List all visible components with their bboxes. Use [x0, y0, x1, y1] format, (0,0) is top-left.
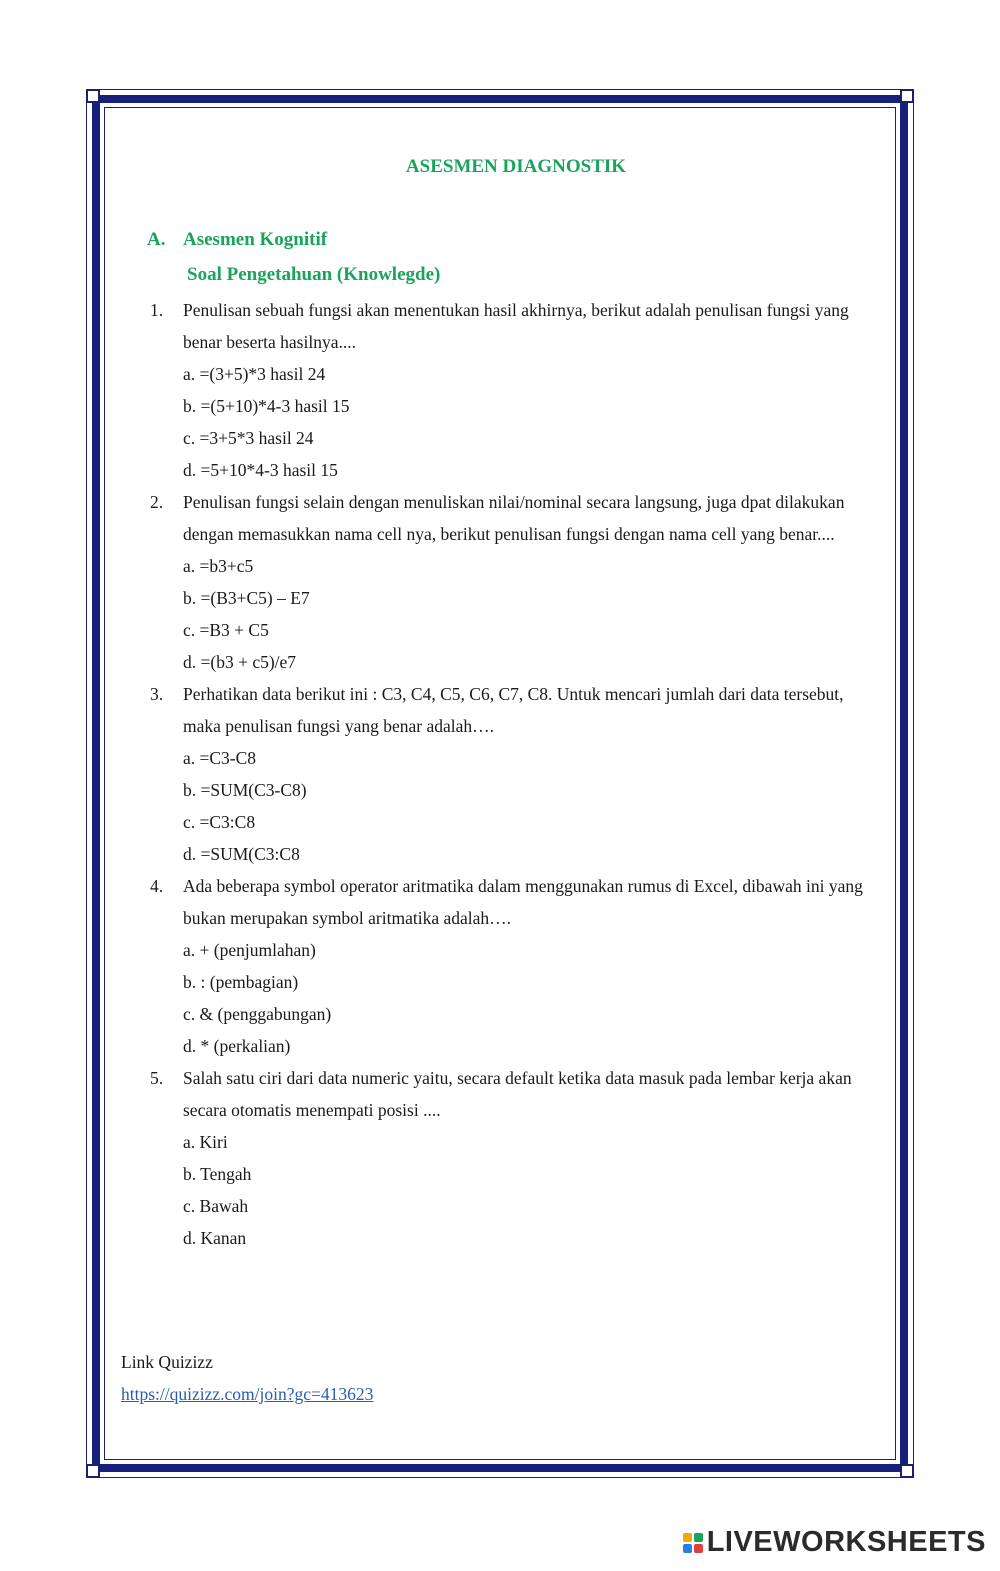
option-a[interactable]: a. =(3+5)*3 hasil 24: [183, 364, 326, 384]
question-text: Salah satu ciri dari data numeric yaitu, secara default ketika data masuk pada lembar kerja akan secara otomatis menempati posisi ....: [183, 1068, 852, 1120]
corner-ornament-bottom-left: [86, 1464, 100, 1478]
option-a[interactable]: a. =b3+c5: [183, 556, 254, 576]
corner-ornament-top-left: [86, 89, 100, 103]
question-number: 3.: [150, 684, 164, 704]
option-b[interactable]: b. =(5+10)*4-3 hasil 15: [183, 396, 350, 416]
option-a[interactable]: a. Kiri: [183, 1132, 228, 1152]
question-text: Ada beberapa symbol operator aritmatika dalam menggunakan rumus di Excel, dibawah ini yang bukan merupakan symbol aritmatika adalah….: [183, 876, 863, 928]
document-title: ASESMEN DIAGNOSTIK: [405, 156, 627, 177]
option-d[interactable]: d. * (perkalian): [183, 1036, 291, 1056]
question-text: Perhatikan data berikut ini : C3, C4, C5, C6, C7, C8. Untuk mencari jumlah dari data tersebut, maka penulisan fungsi yang benar adalah….: [183, 684, 844, 736]
quiz-link-label: Link Quizizz: [121, 1352, 213, 1372]
question-text: Penulisan sebuah fungsi akan menentukan hasil akhirnya, berikut adalah penulisan fungsi yang benar beserta hasilnya....: [183, 300, 849, 352]
brand-name: LIVEWORKSHEETS: [706, 1526, 986, 1558]
liveworksheets-branding: [683, 1526, 986, 1559]
subsection-title: Soal Pengetahuan (Knowlegde): [187, 264, 441, 285]
option-c[interactable]: c. =3+5*3 hasil 24: [183, 428, 314, 448]
question-text: Penulisan fungsi selain dengan menuliskan nilai/nominal secara langsung, juga dpat dilakukan dengan memasukkan nama cell nya, berikut penulisan fungsi dengan nama cell yang benar....: [183, 492, 845, 544]
question-4: [150, 870, 870, 1062]
question-5: [150, 1062, 870, 1254]
question-1: [150, 294, 870, 486]
option-c[interactable]: c. =C3:C8: [183, 812, 256, 832]
corner-ornament-top-right: [900, 89, 914, 103]
question-number: 5.: [150, 1068, 164, 1088]
quiz-link[interactable]: https://quizizz.com/join?gc=413623: [121, 1384, 374, 1404]
question-number: 2.: [150, 492, 164, 512]
option-b[interactable]: b. =(B3+C5) – E7: [183, 588, 310, 608]
question-number: 4.: [150, 876, 164, 896]
option-a[interactable]: a. + (penjumlahan): [183, 940, 316, 960]
option-d[interactable]: d. =SUM(C3:C8: [183, 844, 300, 864]
corner-ornament-bottom-right: [900, 1464, 914, 1478]
question-2: [150, 486, 870, 678]
option-b[interactable]: b. =SUM(C3-C8): [183, 780, 307, 800]
section-title: Asesmen Kognitif: [183, 229, 328, 250]
question-3: [150, 678, 870, 870]
question-number: 1.: [150, 300, 164, 320]
question-list: [150, 294, 870, 1254]
option-c[interactable]: c. Bawah: [183, 1196, 249, 1216]
option-c[interactable]: c. & (penggabungan): [183, 1004, 332, 1024]
option-b[interactable]: b. : (pembagian): [183, 972, 299, 992]
option-b[interactable]: b. Tengah: [183, 1164, 252, 1184]
section-letter: A.: [147, 229, 166, 250]
option-c[interactable]: c. =B3 + C5: [183, 620, 269, 640]
option-d[interactable]: d. Kanan: [183, 1228, 247, 1248]
option-a[interactable]: a. =C3-C8: [183, 748, 257, 768]
option-d[interactable]: d. =(b3 + c5)/e7: [183, 652, 297, 672]
option-d[interactable]: d. =5+10*4-3 hasil 15: [183, 460, 338, 480]
liveworksheets-logo-icon: [683, 1533, 703, 1553]
